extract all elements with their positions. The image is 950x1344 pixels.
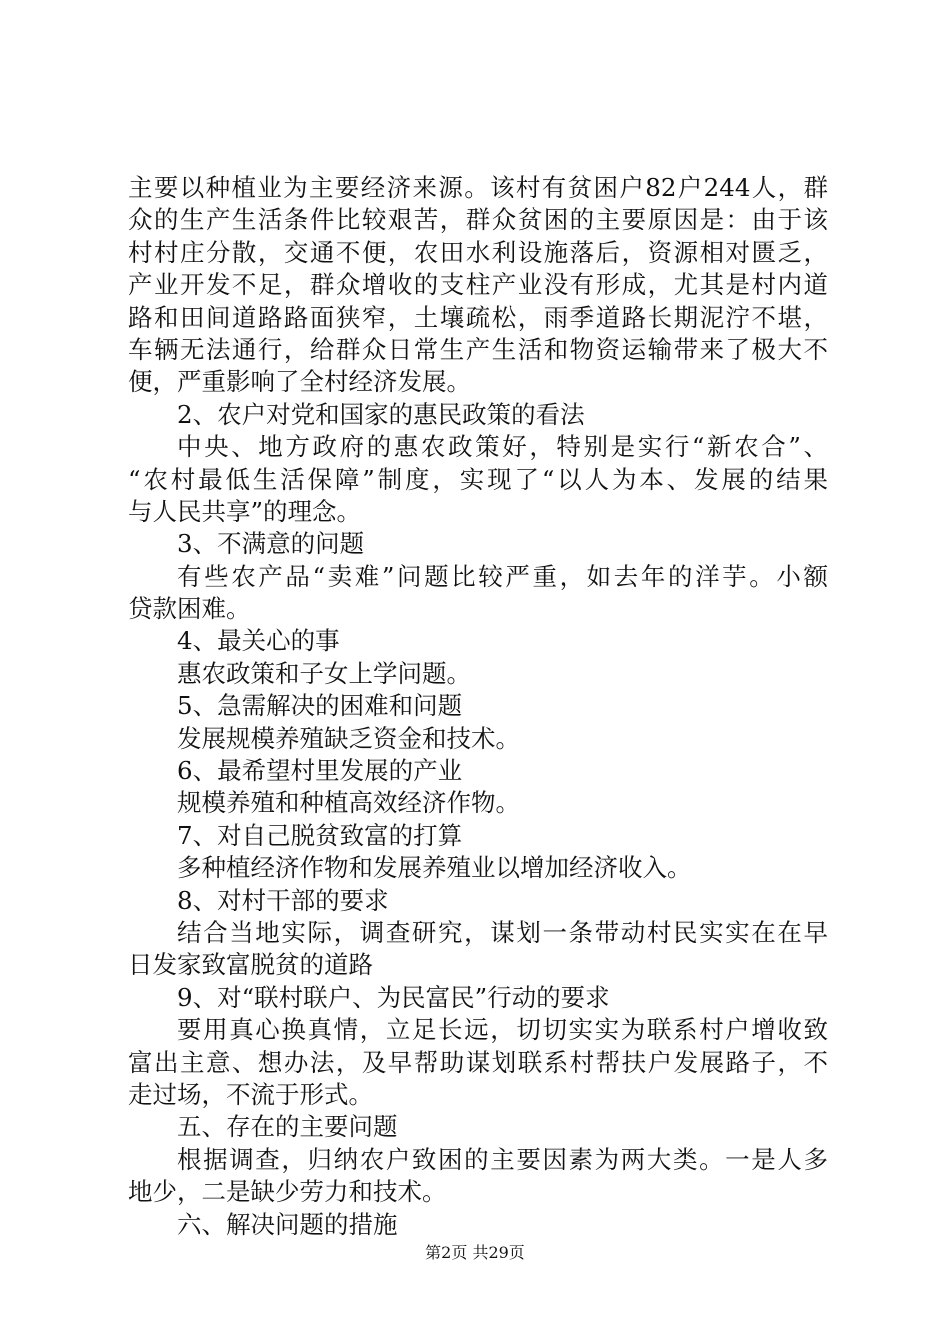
text-line: 贷款困难。	[128, 594, 251, 624]
text-line: 车辆无法通行，给群众日常生产生活和物资运输带来了极大不	[128, 334, 828, 364]
text-line: 4、最关心的事	[177, 626, 340, 656]
text-line: 走过场，不流于形式。	[128, 1079, 373, 1109]
text-line: 富出主意、想办法，及早帮助谋划联系村帮扶户发展路子，不	[128, 1047, 828, 1077]
text-line: 有些农产品“卖难”问题比较严重，如去年的洋芋。小额	[177, 561, 828, 591]
document-body	[128, 172, 828, 1241]
text-line: 惠农政策和子女上学问题。	[177, 658, 471, 688]
text-line: 2、农户对党和国家的惠民政策的看法	[177, 399, 585, 429]
text-line: 多种植经济作物和发展养殖业以增加经济收入。	[177, 853, 692, 883]
text-line: 路和田间道路路面狭窄，土壤疏松，雨季道路长期泥泞不堪，	[128, 302, 828, 332]
text-line: 地少，二是缺少劳力和技术。	[128, 1177, 447, 1207]
text-line: 发展规模养殖缺乏资金和技术。	[177, 723, 520, 753]
text-line: 五、存在的主要问题	[177, 1112, 398, 1142]
text-line: 日发家致富脱贫的道路	[128, 950, 373, 980]
text-line: 9、对“联村联户、为民富民”行动的要求	[177, 982, 610, 1012]
text-line: 8、对村干部的要求	[177, 885, 389, 915]
text-line: 结合当地实际，调查研究，谋划一条带动村民实实在在早	[177, 917, 828, 947]
text-line: 要用真心换真情，立足长远，切切实实为联系村户增收致	[177, 1015, 828, 1045]
text-line: 村村庄分散，交通不便，农田水利设施落后，资源相对匮乏，	[128, 237, 828, 267]
text-line: 6、最希望村里发展的产业	[177, 756, 463, 786]
text-line: 根据调查，归纳农户致困的主要因素为两大类。一是人多	[177, 1144, 828, 1174]
text-line: 3、不满意的问题	[177, 529, 365, 559]
text-line: “农村最低生活保障”制度，实现了“以人为本、发展的结果	[128, 464, 828, 494]
text-line: 中央、地方政府的惠农政策好，特别是实行“新农合”、	[177, 432, 828, 462]
text-line: 5、急需解决的困难和问题	[177, 691, 463, 721]
text-line: 便，严重影响了全村经济发展。	[128, 367, 471, 397]
text-line: 规模养殖和种植高效经济作物。	[177, 788, 520, 818]
text-line: 六、解决问题的措施	[177, 1209, 398, 1239]
text-line: 与人民共享”的理念。	[128, 496, 362, 526]
text-line: 产业开发不足，群众增收的支柱产业没有形成，尤其是村内道	[128, 270, 828, 300]
text-line: 7、对自己脱贫致富的打算	[177, 820, 463, 850]
page-footer: 第2页 共29页	[425, 1243, 525, 1262]
text-line: 主要以种植业为主要经济来源。该村有贫困户82户244人，群	[128, 173, 828, 202]
text-line: 众的生产生活条件比较艰苦，群众贫困的主要原因是：由于该	[128, 205, 828, 235]
